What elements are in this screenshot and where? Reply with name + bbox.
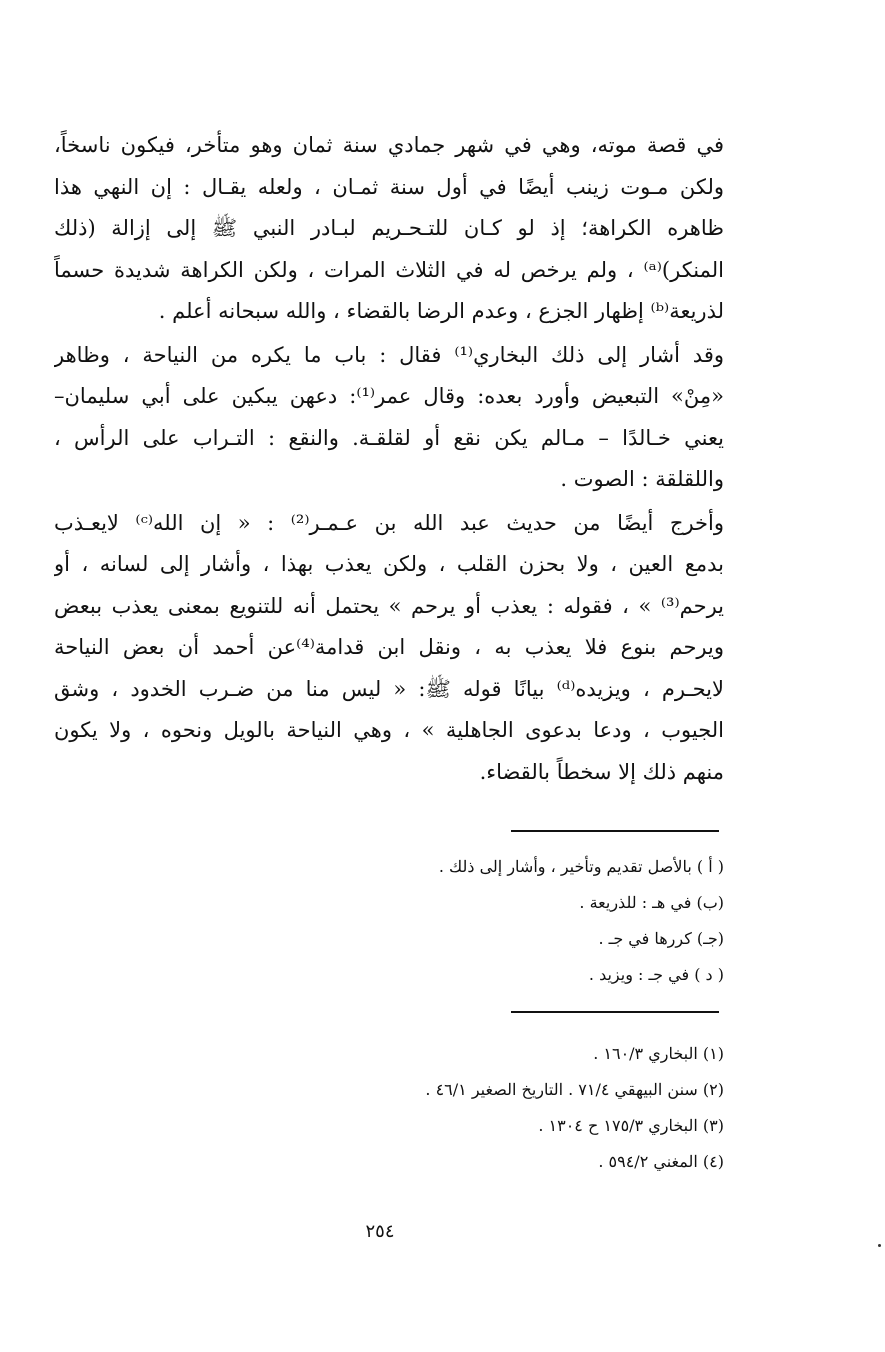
variant-note: (ب) في هـ : للذريعة . [579, 893, 724, 912]
text-line: ولكن مـوت زينب أيضًا في أول سنة ثمـان ، ولعله يقـال : إن النهي هذا [54, 174, 724, 199]
footnote-divider [511, 830, 719, 832]
variant-note: (جـ) كررها في جـ . [598, 929, 724, 948]
text-line: الجيوب ، ودعا بدعوى الجاهلية » ، وهي النياحة بالويل ونحوه ، ولا يكون [54, 718, 724, 742]
source-notes [200, 1036, 724, 1180]
text-line: يرحم⁽³⁾ » ، فقوله : يعذب أو يرحم » يحتمل أنه للتنويع بمعنى يعذب ببعض [54, 593, 724, 618]
main-text [54, 125, 724, 793]
text-line: المنكر)⁽ᵃ⁾ ، ولم يرخص له في الثلاث المرات ، ولكن الكراهة شديدة حسماً [54, 257, 724, 282]
text-line: في قصة موته، وهي في شهر جمادي سنة ثمان وهو متأخر، فيكون ناسخاً، [54, 133, 724, 157]
text-line: منهم ذلك إلا سخطاً بالقضاء. [479, 759, 724, 784]
footnote-divider [511, 1011, 719, 1013]
text-line: بدمع العين ، ولا بحزن القلب ، ولكن يعذب بهذا ، وأشار إلى لسانه ، أو [54, 552, 724, 576]
page-number: ٢٥٤ [365, 1221, 395, 1242]
source-note: (٤) المغني ٥٩٤/٢ . [598, 1152, 724, 1171]
text-line: لايحـرم ، ويزيده⁽ᵈ⁾ بيانًا قوله ﷺ: « ليس منا من ضـرب الخدود ، وشق [54, 676, 724, 701]
text-line: وأخرج أيضًا من حديث عبد الله بن عـمـر⁽²⁾ : « إن الله⁽ᶜ⁾ لايعـذب [54, 510, 724, 535]
scan-speck [878, 1244, 881, 1247]
text-line: ظاهره الكراهة؛ إذ لو كـان للتـحـريم لبـادر النبي ﷺ إلى إزالة (ذلك [54, 216, 724, 240]
text-line: واللقلقة : الصوت . [560, 467, 724, 491]
text-line: ويرحم بنوع فلا يعذب به ، ونقل ابن قدامة⁽⁴⁾عن أحمد أن بعض النياحة [54, 635, 724, 659]
text-line: وقد أشار إلى ذلك البخاري⁽¹⁾ فقال : باب ما يكره من النياحة ، وظاهر [54, 342, 724, 367]
source-note: (١) البخاري ١٦٠/٣ . [593, 1044, 724, 1063]
variant-note: ( د ) في جـ : ويزيد . [588, 965, 724, 984]
source-note: (٣) البخاري ١٧٥/٣ ح ١٣٠٤ . [538, 1116, 724, 1135]
text-line: يعني خـالدًا – مـالم يكن نقع أو لقلقـة. والنقع : التـراب على الرأس ، [54, 425, 724, 450]
variant-notes [200, 849, 724, 993]
variant-note: ( أ ) بالأصل تقديم وتأخير ، وأشار إلى ذلك . [438, 857, 724, 876]
text-line: لذريعة⁽ᵇ⁾ إظهار الجزع ، وعدم الرضا بالقضاء ، والله سبحانه أعلم . [158, 299, 724, 323]
source-note: (٢) سنن البيهقي ٧١/٤ . التاريخ الصغير ٤٦/١ . [425, 1080, 724, 1099]
text-line: «مِنْ» التبعيض وأورد بعده: وقال عمر⁽¹⁾: دعهن يبكين على أبي سليمان– [54, 384, 724, 408]
